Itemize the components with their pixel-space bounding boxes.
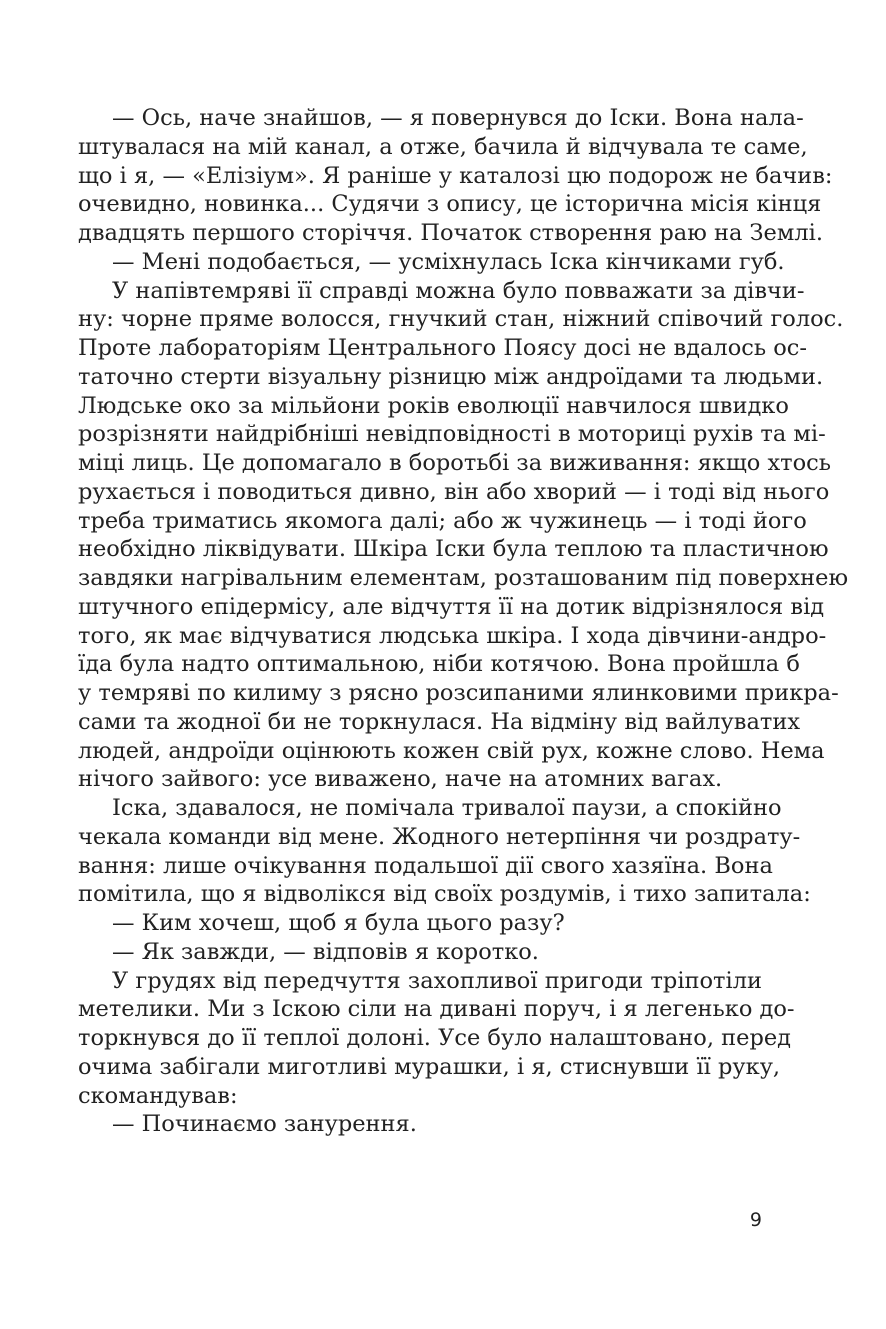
- text-line: завдяки нагрівальним елементам, розташованим під поверхнею: [78, 565, 849, 591]
- text-line: людей, андроїди оцінюють кожен свій рух, кожне слово. Нема: [78, 737, 825, 764]
- text-line: таточно стерти візуальну різницю між андроїдами та людьми.: [78, 363, 824, 390]
- text-line: нічого зайвого: усе виважено, наче на атомних вагах.: [78, 766, 723, 793]
- text-line: штучного епідермісу, але відчуття її на дотик відрізнялося від: [78, 593, 825, 620]
- text-line: розрізняти найдрібніші невідповідності в моториці рухів та мі-: [78, 421, 826, 448]
- text-line: треба триматись якомога далі; або ж чужинець — і тоді його: [78, 507, 807, 534]
- text-line: — Ким хочеш, щоб я була цього разу?: [112, 910, 565, 936]
- text-line: того, як має відчуватися людська шкіра. І хода дівчини-андро-: [78, 622, 827, 649]
- text-line: очевидно, новинка... Судячи з опису, це історична місія кінця: [78, 191, 822, 218]
- text-line: помітила, що я відволікся від своїх роздумів, і тихо запитала:: [78, 881, 811, 908]
- text-line: метелики. Ми з Іскою сіли на дивані поруч, і я легенько до-: [78, 996, 795, 1023]
- text-line: сами та жодної би не торкнулася. На відміну від вайлуватих: [78, 708, 801, 735]
- text-line: що і я, — «Елізіум». Я раніше у каталозі цю подорож не бачив:: [78, 162, 833, 189]
- text-line: необхідно ліквідувати. Шкіра Іски була теплою та пластичною: [78, 536, 829, 563]
- text-line: Іска, здавалося, не помічала тривалої паузи, а спокійно: [112, 795, 782, 821]
- text-line: торкнувся до її теплої долоні. Усе було налаштовано, перед: [78, 1025, 792, 1051]
- text-line: — Ось, наче знайшов, — я повернувся до Іски. Вона нала-: [112, 105, 804, 131]
- text-line: міці лиць. Це допомагало в боротьбі за виживання: якщо хтось: [78, 450, 832, 476]
- page-number: 9: [749, 1209, 762, 1231]
- text-line: Проте лабораторіям Центрального Поясу досі не вдалось ос-: [78, 335, 808, 361]
- text-line: двадцять першого сторіччя. Початок створення раю на Землі.: [78, 220, 823, 246]
- text-line: У напівтемряві її справді можна було повважати за дівчи-: [112, 277, 805, 304]
- text-line: їда була надто оптимальною, ніби котячою. Вона пройшла б: [78, 651, 800, 678]
- text-line: вання: лише очікування подальшої дії свого хазяїна. Вона: [78, 852, 773, 879]
- text-line: у темряві по килиму з рясно розсипаними ялинковими прикра-: [78, 680, 839, 706]
- text-line: У грудях від передчуття захопливої пригоди тріпотіли: [112, 967, 762, 994]
- text-line: — Починаємо занурення.: [112, 1111, 417, 1138]
- text-line: штувалася на мій канал, а отже, бачила й відчувала те саме,: [78, 133, 808, 160]
- text-line: ну: чорне пряме волосся, гнучкий стан, ніжний співочий голос.: [78, 306, 844, 333]
- text-line: Людське око за мільйони років еволюції навчилося швидко: [78, 392, 789, 419]
- text-line: скомандував:: [78, 1082, 238, 1109]
- text-line: — Мені подобається, — усміхнулась Іска кінчиками губ.: [112, 248, 785, 275]
- text-line: очима забігали миготливі мурашки, і я, стиснувши її руку,: [78, 1053, 781, 1080]
- body-text: [78, 104, 849, 1139]
- text-line: чекала команди від мене. Жодного нетерпіння чи роздрату-: [78, 823, 801, 850]
- text-line: рухається і поводиться дивно, він або хворий — і тоді від нього: [78, 478, 830, 505]
- text-line: — Як завжди, — відповів я коротко.: [112, 938, 539, 965]
